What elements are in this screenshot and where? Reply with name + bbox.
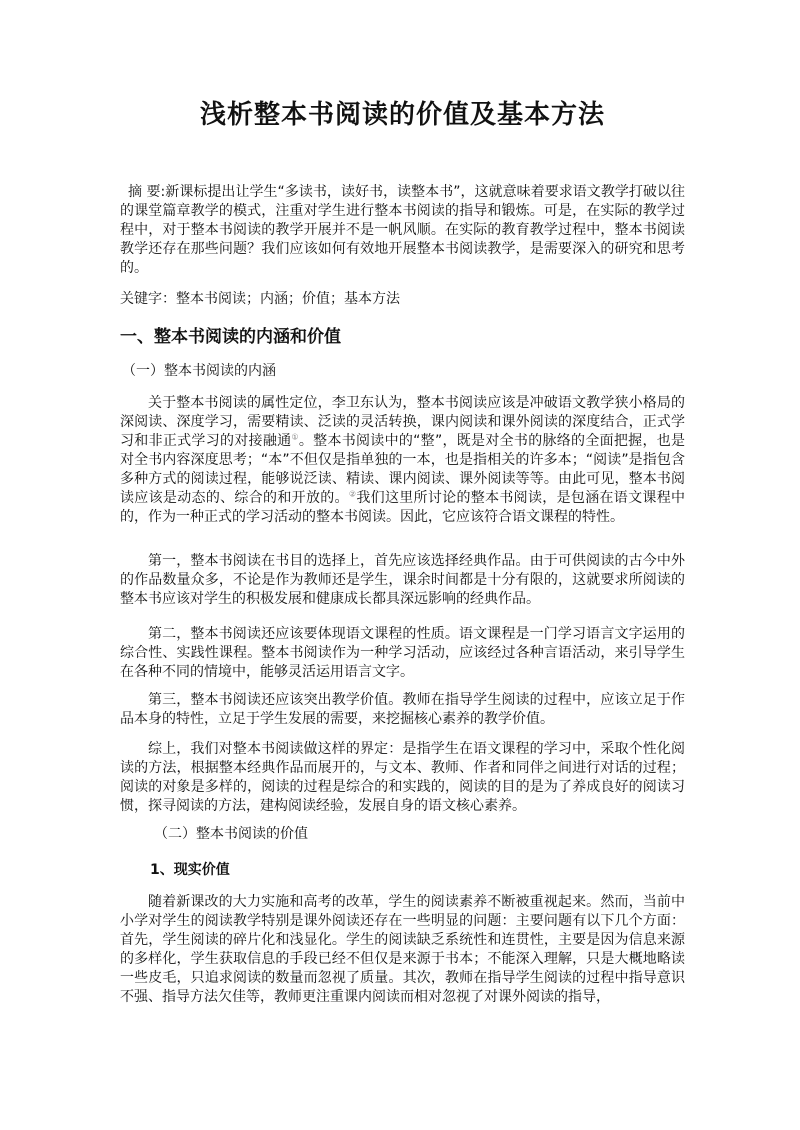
section-heading-1: 一、整本书阅读的内涵和价值 bbox=[120, 327, 341, 347]
paragraph-second-point: 第二，整本书阅读还应该要体现语文课程的性质。语文课程是一门学习语言文字运用的综合性、实践性课程。整本书阅读作为一种学习活动，应该经过各种言语活动，来引导学生在各种不同的情境中，能够灵活运用语言文字。 bbox=[120, 626, 685, 680]
abstract-paragraph: 摘 要:新课标提出让学生“多读书，读好书，读整本书”，这就意味着要求语文教学打破以往的课堂篇章教学的模式，注重对学生进行整本书阅读的指导和锻炼。可是，在实际的教学过程中，对于整本书阅读的教学开展并不是一帆风顺。在实际的教育教学过程中，整本书阅读教学还存在那些问题？我们应该如何有效地开展整本书阅读教学，是需要深入的研究和思考的。 bbox=[120, 184, 685, 276]
keywords-line: 关键字：整本书阅读；内涵；价值；基本方法 bbox=[120, 291, 400, 307]
paragraph-definition bbox=[120, 394, 685, 527]
paragraph-text: 关于整本书阅读的属性定位，李卫东认为，整本书阅读应该是冲破语文教学狭小格局的深阅读、深度学习，需要精读、泛读的灵活转换，课内阅读和课外阅读的深度结合，正式学习和非正式学习的对接融通 bbox=[120, 395, 685, 449]
subsection-item-heading: 1、现实价值 bbox=[150, 862, 230, 878]
document-title: 浅析整本书阅读的价值及基本方法 bbox=[199, 100, 605, 130]
paragraph-text: 我们这里所讨论的整本书阅读，是包涵在语文课程中的，作为一种正式的学习活动的整本书阅读。因此，它应该符合语文课程的特性。 bbox=[120, 490, 686, 525]
paragraph-third-point: 第三，整本书阅读还应该突出教学价值。教师在指导学生阅读的过程中，应该立足于作品本身的特性，立足于学生发展的需要，来挖掘核心素养的教学价值。 bbox=[120, 692, 685, 727]
paragraph-summary: 综上，我们对整本书阅读做这样的界定：是指学生在语文课程的学习中，采取个性化阅读的方法，根据整本经典作品而展开的，与文本、教师、作者和同伴之间进行对话的过程；阅读的对象是多样的，阅读的过程是综合的和实践的，阅读的目的是为了养成良好的阅读习惯，探寻阅读的方法，建构阅读经验，发展自身的语文核心素养。 bbox=[120, 741, 685, 814]
paragraph-first-point: 第一，整本书阅读在书目的选择上，首先应该选择经典作品。由于可供阅读的古今中外的作品数量众多，不论是作为教师还是学生，课余时间都是十分有限的，这就要求所阅读的整本书应该对学生的积极发展和健康成长都具深远影响的经典作品。 bbox=[120, 553, 685, 607]
footnote-ref-1[interactable]: ① bbox=[291, 432, 299, 442]
subsection-heading-2: （二）整本书阅读的价值 bbox=[154, 826, 308, 842]
footnote-ref-2[interactable]: ② bbox=[348, 489, 357, 499]
paragraph-text: 。整本书阅读中的“整”，既是对全书的脉络的全面把握，也是对全书内容深度思考；“本”不但仅是指单独的一本，也是指相关的许多本；“阅读”是指包含多种方式的阅读过程，能够说泛读、精读、课内阅读、课外阅读等等。由此可见，整本书阅读应该是动态的、综合的和开放的。 bbox=[120, 433, 686, 506]
paragraph-practical-value: 随着新课改的大力实施和高考的改革，学生的阅读素养不断被重视起来。然而，当前中小学对学生的阅读教学特别是课外阅读还存在一些明显的问题：主要问题有以下几个方面：首先，学生阅读的碎片化和浅显化。学生的阅读缺乏系统性和连贯性，主要是因为信息来源的多样化，学生获取信息的手段已经不但仅是来源于书本；不能深入理解，只是大概地略读一些皮毛，只追求阅读的数量而忽视了质量。其次，教师在指导学生阅读的过程中指导意识不强、指导方法欠佳等，教师更注重课内阅读而相对忽视了对课外阅读的指导， bbox=[120, 894, 685, 1005]
document-page bbox=[120, 0, 685, 1130]
subsection-heading-1: （一）整本书阅读的内涵 bbox=[122, 363, 276, 379]
